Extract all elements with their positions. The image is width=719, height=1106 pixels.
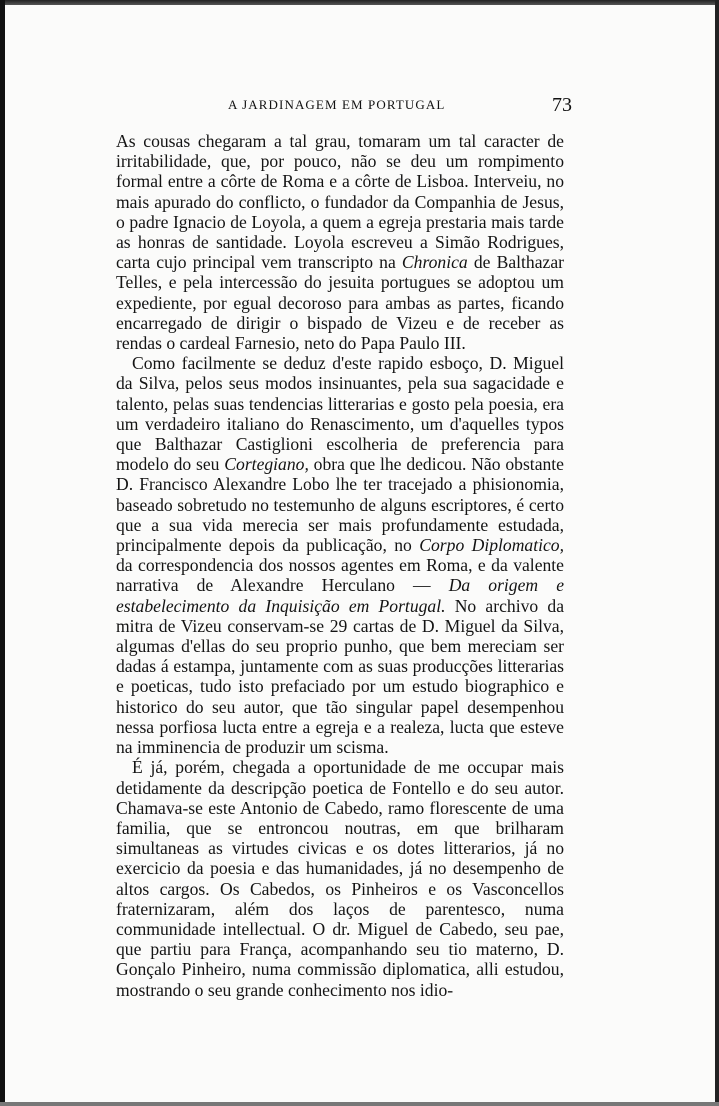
scan-border-right: [715, 0, 719, 1106]
text-segment: obra que lhe dedicou. Não obstante D. Francisco Alexandre Lobo lhe ter tracejado a phisionomia, baseado sobretudo no testemunho de alguns escriptores, é certo que a sua vida merecia ser mais profundamente estudada, principalmente depois da publicação, no: [116, 454, 564, 556]
scan-border-left: [0, 0, 5, 1106]
text-segment: No archivo da mitra de Vizeu conservam-se 29 cartas de D. Miguel da Silva, algumas d'ellas do seu proprio punho, que bem mereciam ser dadas á estampa, juntamente com as suas producções litterarias e poeticas, tudo isto prefaciado por um estudo biographico e historico do seu autor, que tão singular papel desempenhou nessa porfiosa lucta entre a egreja e a realeza, lucta que esteve na imminencia de produzir um scisma.: [116, 595, 564, 758]
text-segment: Como facilmente se deduz d'este rapido esboço, D. Miguel da Silva, pelos seus modos insinuantes, pela sua sagacidade e talento, pelas suas tendencias litterarias e gosto pela poesia, era um verdadeiro italiano do Renascimento, um d'aquelles typos que Balthazar Castiglioni escolheria de preferencia para modelo do seu: [116, 353, 564, 475]
title-cortegiano: Cortegiano,: [224, 454, 309, 475]
paragraph-3: [116, 757, 564, 999]
title-chronica: Chronica: [401, 252, 468, 273]
scan-border-top: [0, 0, 719, 5]
text-segment: da correspondencia dos nossos agentes em Roma, e da valente narrativa de Alexandre Herculano —: [116, 555, 564, 596]
text-segment: É já, porém, chegada a oportunidade de me occupar mais detidamente da descripção poetica de Fontello e do seu autor. Chamava-se este Antonio de Cabedo, ramo florescente de uma familia, que se entroncou noutras, em que brilharam simultaneas as virtudes civicas e os dotes litterarios, já no exercicio da poesia e das humanidades, já no desempenho de altos cargos. Os Cabedos, os Pinheiros e os Vasconcellos fraternizaram, além dos laços de parentesco, numa communidade intellectual. O dr. Miguel de Cabedo, seu pae, que partiu para França, acompanhando seu tio materno, D. Gonçalo Pinheiro, numa commissão diplomatica, alli estudou, mostrando o seu grande conhecimento nos idio-: [116, 757, 564, 1000]
text-segment: de Balthazar Telles, e pela intercessão do jesuita portugues se adoptou um expediente, por egual decoroso para ambas as partes, ficando encarregado de dirigir o bispado de Vizeu e de receber as rendas o cardeal Farnesio, neto do Papa Paulo III.: [116, 252, 564, 354]
title-da-origem: Da origem e estabelecimento da Inquisição em Portugal.: [116, 575, 565, 616]
paragraph-2: [116, 353, 564, 757]
title-corpo-diplomatico: Corpo Diplomatico,: [419, 535, 564, 556]
running-title: A JARDINAGEM EM PORTUGAL: [228, 97, 446, 112]
body-text: [116, 131, 564, 1000]
paragraph-1: [116, 131, 564, 353]
text-segment: As cousas chegaram a tal grau, tomaram um tal caracter de irritabilidade, que, por pouco, não se deu um rompimento formal entre a côrte de Roma e a côrte de Lisboa. Interveiu, no mais apurado do conflicto, o fundador da Companhia de Jesus, o padre Ignacio de Loyola, a quem a egreja prestaria mais tarde as honras de santidade. Loyola escreveu a Simão Rodrigues, carta cujo principal vem transcripto na: [116, 131, 564, 273]
scan-border-bottom: [0, 1102, 719, 1106]
page-number: 73: [552, 94, 572, 116]
